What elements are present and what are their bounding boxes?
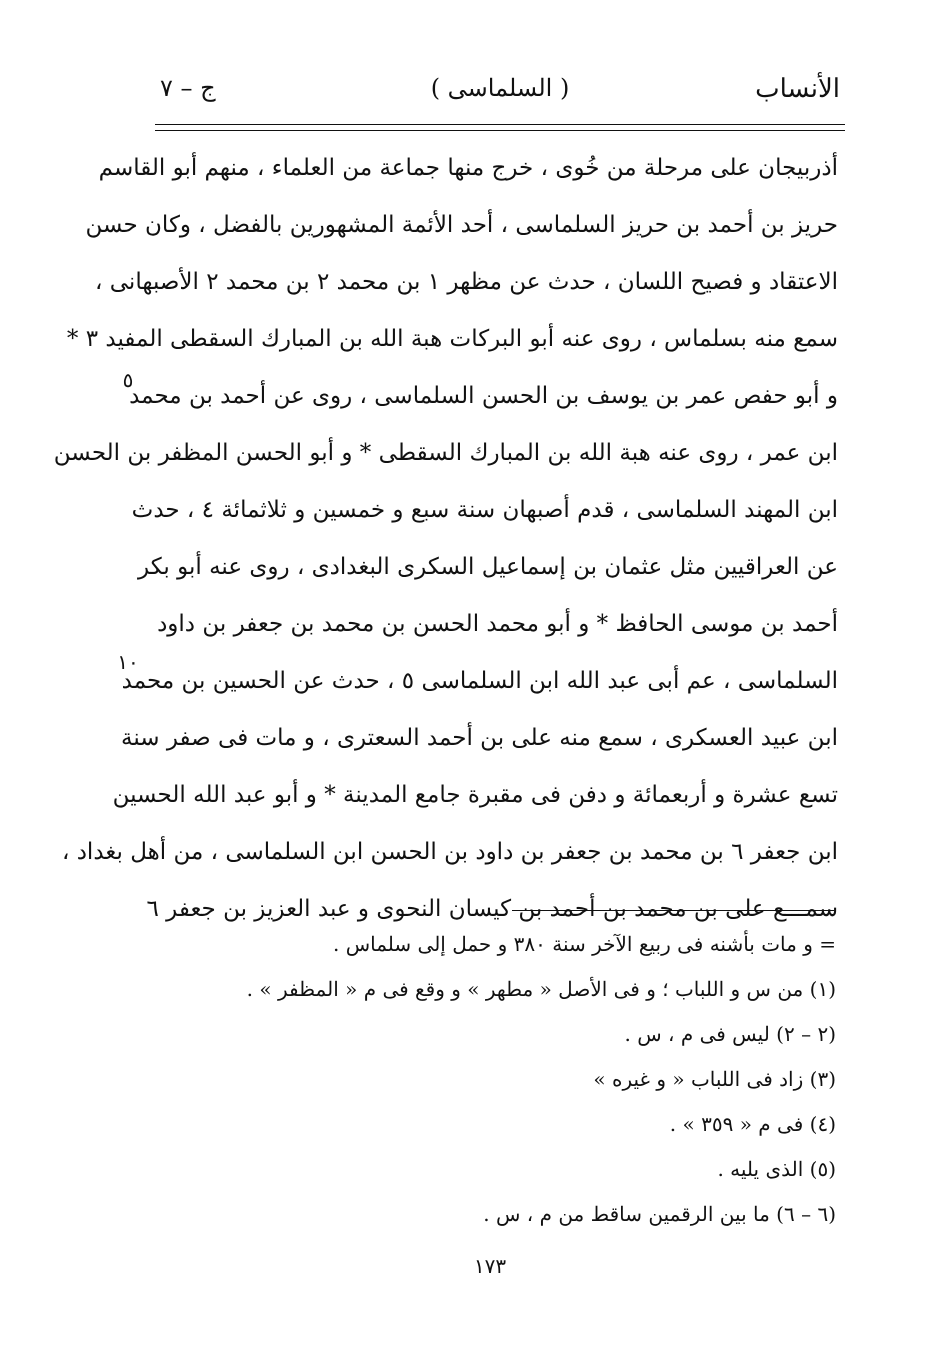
text-line: حريز بن أحمد بن حريز السلماسى ، أحد الأئمة المشهورين بالفضل ، وكان حسن — [85, 212, 838, 238]
footnote-1: (١) من س و اللباب ؛ و فى الأصل « مطهر » و وقع فى م « المظفر » . — [246, 977, 836, 1001]
margin-line-number-5: ٥ — [122, 368, 134, 392]
text-line: أذربيجان على مرحلة من خُوى ، خرج منها جماعة من العلماء ، منهم أبو القاسم — [98, 155, 838, 181]
header-double-rule — [155, 124, 845, 131]
margin-line-number-10: ١٠ — [117, 650, 139, 674]
text-line: ابن عمر ، روى عنه هبة الله بن المبارك السقطى * و أبو الحسن المظفر بن الحسن — [53, 440, 838, 466]
entry-title: ( السلماسى ) — [430, 74, 570, 102]
book-title: الأنساب — [755, 74, 840, 104]
footnote-6: (٦ – ٦) ما بين الرقمين ساقط من م ، س . — [483, 1202, 836, 1226]
text-line: سمـــع على بن محمد بن أحمد بن كيسان النحوى و عبد العزيز بن جعفر ٦ — [146, 896, 838, 922]
volume-label: ج – ٧ — [160, 74, 216, 102]
text-line: ابن جعفر ٦ بن محمد بن جعفر بن داود بن الحسن ابن السلماسى ، من أهل بغداد ، — [61, 839, 838, 865]
footnote-separator — [512, 910, 834, 911]
text-line: عن العراقيين مثل عثمان بن إسماعيل السكرى البغدادى ، روى عنه أبو بكر — [138, 554, 838, 580]
text-line: سمع منه بسلماس ، روى عنه أبو البركات هبة الله بن المبارك السقطى المفيد ٣ * — [66, 326, 838, 352]
text-line: ابن عبيد العسكرى ، سمع منه على بن أحمد السعترى ، و مات فى صفر سنة — [121, 725, 838, 751]
footnotes — [160, 922, 836, 1237]
text-line: أحمد بن موسى الحافظ * و أبو محمد الحسن بن محمد بن جعفر بن داود — [157, 611, 838, 637]
text-line: تسع عشرة و أربعمائة و دفن فى مقبرة جامع المدينة * و أبو عبد الله الحسين — [112, 782, 838, 808]
page-number: ١٧٣ — [473, 1254, 507, 1278]
text-line: السلماسى ، عم أبى عبد الله ابن السلماسى ٥ ، حدث عن الحسين بن محمد — [121, 668, 838, 694]
footnote-4: (٤) فى م « ٣٥٩ » . — [669, 1112, 836, 1136]
page-header — [160, 70, 840, 116]
footnote-5: (٥) الذى يليه . — [717, 1157, 836, 1181]
text-line: ابن المهند السلماسى ، قدم أصبهان سنة سبع و خمسين و ثلاثمائة ٤ ، حدث — [131, 497, 838, 523]
footnote-continuation: = و مات بأشنه فى ربيع الآخر سنة ٣٨٠ و حمل إلى سلماس . — [333, 932, 836, 956]
footnote-2: (٢ – ٢) ليس فى م ، س . — [624, 1022, 836, 1046]
footnote-3: (٣) زاد فى اللباب « و غيره » — [593, 1067, 836, 1091]
text-line: و أبو حفص عمر بن يوسف بن الحسن السلماسى ، روى عن أحمد بن محمد — [129, 383, 838, 409]
text-line: الاعتقاد و فصيح اللسان ، حدث عن مظهر ١ بن محمد ٢ بن محمد ٢ الأصبهانى ، — [95, 269, 838, 295]
